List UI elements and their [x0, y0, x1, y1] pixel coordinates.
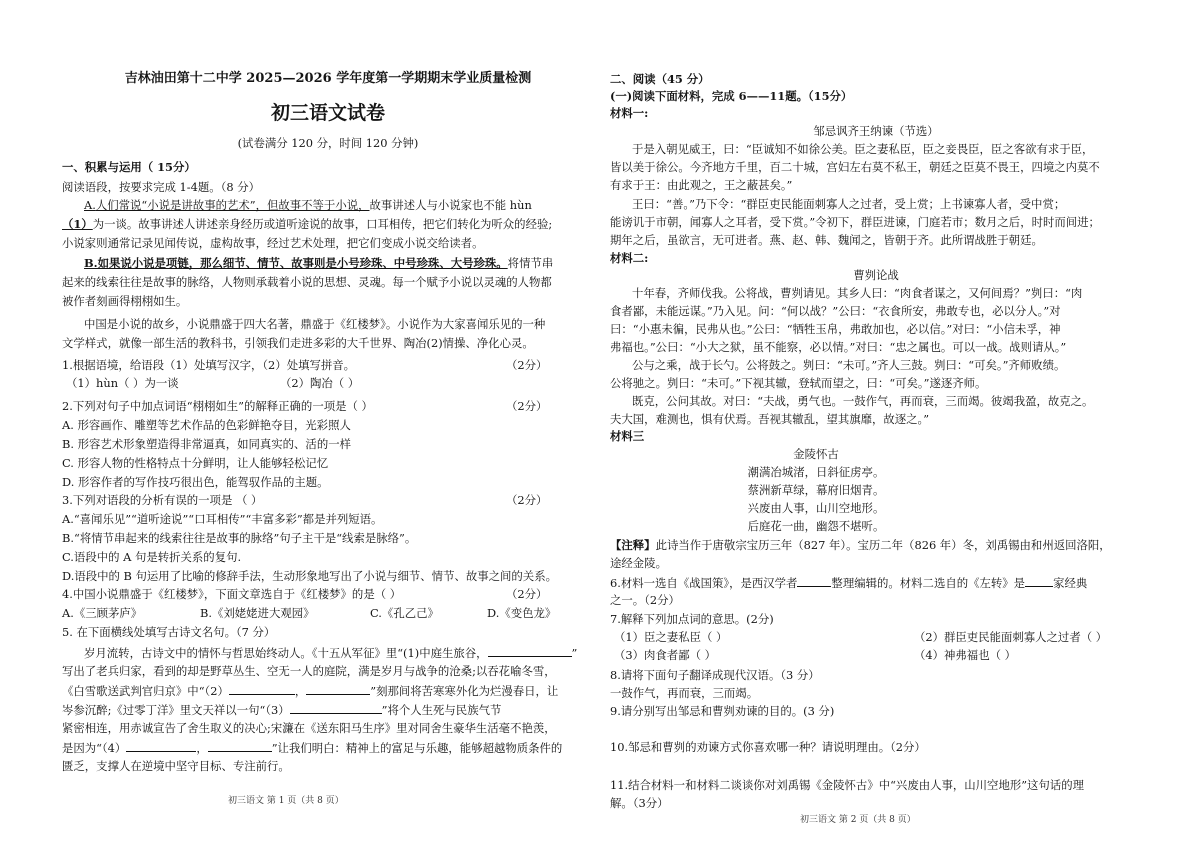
- question-1-blank-1[interactable]: （1）hùn（ ）为一谈: [66, 376, 179, 390]
- material-1-line-2: 皆以美于徐公。今齐地方千里，百二十城，宫妇左右莫不私王，朝廷之臣莫不畏王，四境之内莫不: [610, 160, 1100, 174]
- material-1-line-6: 期年之后，虽欲言，无可进者。燕、赵、韩、魏闻之，皆朝于齐。此所谓战胜于朝廷。: [610, 233, 1043, 247]
- question-3-option-a[interactable]: A.“喜闻乐见”“道听途说”“口耳相传”“丰富多彩”都是并列短语。: [62, 512, 383, 526]
- question-4-score: （2分）: [506, 587, 548, 601]
- question-5: 5. 在下面横线处填写古诗文名句。（7 分）: [62, 625, 276, 639]
- question-1: 1.根据语境，给语段（1）处填写汉字，（2）处填写拼音。: [62, 358, 356, 372]
- poem-line-4: 后庭花一曲，幽怨不堪听。: [747, 519, 885, 533]
- q5-text: ”刻那间将苦寒寒外化为烂漫春日，让: [370, 684, 559, 698]
- q6-text: 家经典: [1053, 576, 1088, 590]
- q5-text: 岑参沉醉;《过零丁洋》里文天祥以一句“（3）: [62, 703, 290, 717]
- sentence-a-label: A.: [84, 198, 96, 212]
- answer-blank-1[interactable]: [488, 645, 572, 657]
- passage-para-c-line-1: 中国是小说的故乡，小说鼎盛于四大名著，鼎盛于《红楼梦》。小说作为大家喜闻乐见的一种: [84, 317, 546, 331]
- material-2-title: 曹刿论战: [853, 268, 899, 282]
- material-2-line-1: 十年春，齐师伐我。公将战，曹刿请见。其乡人曰：“肉食者谋之，又何间焉？”刿曰：“肉: [632, 286, 1083, 300]
- q6-text: 整理编辑的。材料二选自的《左转》是: [831, 576, 1026, 590]
- q5-text: 是因为“（4）: [62, 741, 127, 755]
- material-1-line-5: 能谤讥于市朝，闻寡人之耳者，受下赏。”令初下，群臣进谏，门庭若市；数月之后，时时而间进；: [610, 215, 1100, 229]
- material-2-line-2: 食者鄙，未能远谋。”乃入见。问：“何以战？”公曰：“衣食所安，弗敢专也，必以分人。”对: [610, 304, 1061, 318]
- answer-blank-4b[interactable]: [208, 740, 272, 752]
- blank-1-marker: （1）: [62, 217, 93, 231]
- question-1-blank-2[interactable]: （2）陶冶（ ）: [280, 376, 360, 390]
- answer-blank-q6-2[interactable]: [1025, 575, 1053, 587]
- question-3-score: （2分）: [506, 493, 548, 507]
- material-2-line-5: 公与之乘，战于长勺。公将鼓之。刿曰：“未可。”齐人三鼓。刿曰：“可矣。”齐师败绩。: [632, 358, 1066, 372]
- question-2: 2.下列对句子中加点词语“栩栩如生”的解释正确的一项是（ ）: [62, 399, 373, 413]
- section-1-instruction: 阅读语段，按要求完成 1-4题。（8 分）: [62, 180, 260, 194]
- passage-para-b-line-1: [62, 256, 553, 270]
- answer-blank-2a[interactable]: [229, 683, 295, 695]
- question-11-line-2: 解。（3分）: [610, 796, 669, 810]
- passage-para-c-line-2: 文学样式，就像一部生活的教科书，引领我们走进多彩的大千世界、陶冶(2)情操、净化心灵。: [62, 336, 534, 350]
- q5-text: ”: [571, 646, 578, 660]
- material-2-line-6: 公将驰之。刿曰：“未可。”下视其辙，登轼而望之，曰：“可矣。”遂逐齐师。: [610, 376, 987, 390]
- question-5-line-5: 紧密相连，用赤诚宣告了舍生取义的决心;宋濂在《送东阳马生序》里对同舍生豪华生活毫不艳羡，: [62, 721, 556, 735]
- note-line-2: 途经金陵。: [610, 556, 667, 570]
- passage-text: 故事讲述人与小说家也不能 hùn: [369, 198, 532, 212]
- passage-para-b-line-2: 起来的线索往往是故事的脉络，人物则承载着小说的思想、灵魂。每一个赋予小说以灵魂的人物都: [62, 275, 552, 289]
- question-3-option-b[interactable]: B.“将情节串起来的线索往往是故事的脉络”句子主干是“线索是脉络”。: [62, 531, 417, 545]
- material-2-line-7: 既克，公问其故。对曰：“夫战，勇气也。一鼓作气，再而衰，三而竭。彼竭我盈，故克之。: [632, 394, 1094, 408]
- note-label: 【注释】: [610, 538, 656, 552]
- question-5-line-1: [62, 645, 577, 660]
- question-8: 8.请将下面句子翻译成现代汉语。（3 分）: [610, 668, 820, 682]
- question-5-line-6: [62, 740, 562, 755]
- question-3-option-c[interactable]: C.语段中的 A 句是转折关系的复句.: [62, 550, 242, 564]
- q5-text: 《白雪歌送武判官归京》中“（2）: [62, 684, 229, 698]
- q6-text: 6.材料一选自《战国策》，是西汉学者: [610, 576, 798, 590]
- question-3: 3.下列对语段的分析有误的一项是 （ ）: [62, 493, 263, 507]
- poem-line-2: 蔡洲新草绿，幕府旧烟青。: [747, 483, 885, 497]
- section-1-heading: 一、积累与运用（ 15分）: [62, 160, 196, 174]
- section-2-heading: 二、阅读（45 分）: [610, 72, 710, 86]
- question-11-line-1: 11.结合材料一和材料二谈谈你对刘禹锡《金陵怀古》中“兴废由人事，山川空地形”这句话的理: [610, 778, 1084, 792]
- question-8-sentence: 一鼓作气，再而衰，三而竭。: [610, 686, 759, 700]
- passage-para-a-line-1: [62, 198, 532, 212]
- q5-text: ”将个人生死与民族气节: [381, 703, 502, 717]
- sentence-a-underlined: 人们常说“小说是讲故事的艺术”，但故事不等于小说，: [95, 198, 370, 212]
- question-7-item-2[interactable]: （2）群臣吏民能面刺寡人之过者（ ）: [914, 630, 1108, 644]
- q5-text: 岁月流转，古诗文中的情怀与哲思始终动人。《十五从军征》里“(1)中庭生旅谷，: [84, 646, 488, 660]
- question-2-option-d[interactable]: D. 形容作者的写作技巧很出色，能驾驭作品的主题。: [62, 475, 329, 489]
- question-2-option-a[interactable]: A. 形容画作、雕塑等艺术作品的色彩鲜艳夺目，光彩照人: [62, 418, 351, 432]
- passage-para-a-line-2: [62, 217, 552, 231]
- passage-para-b-line-3: 被作者刻画得栩栩如生。: [62, 294, 188, 308]
- q5-text: ，: [196, 741, 208, 755]
- poem-line-1: 潮满冶城渚，日斜征虏亭。: [747, 465, 885, 479]
- question-7-item-3[interactable]: （3）肉食者鄙（ ）: [614, 648, 716, 662]
- question-5-line-3: [62, 683, 558, 698]
- question-1-score: （2分）: [506, 358, 548, 372]
- page-1-footer: 初三语文 第 1 页（共 8 页）: [228, 796, 344, 806]
- question-7-item-1[interactable]: （1）臣之妻私臣（ ）: [614, 630, 728, 644]
- note-line-1: [610, 538, 1111, 552]
- exam-title: 初三语文试卷: [270, 102, 385, 124]
- q5-text: ，: [294, 684, 307, 698]
- poem-line-3: 兴废由人事，山川空地形。: [747, 501, 885, 515]
- sentence-b-underlined: B.如果说小说是项链，那么细节、情节、故事则是小号珍珠、中号珍珠、大号珍珠。: [84, 256, 508, 270]
- question-2-score: （2分）: [506, 399, 548, 413]
- question-2-option-b[interactable]: B. 形容艺术形象塑造得非常逼真，如同真实的、活的一样: [62, 437, 351, 451]
- question-3-option-d[interactable]: D.语段中的 B 句运用了比喻的修辞手法，生动形象地写出了小说与细节、情节、故事之间的关系。: [62, 569, 557, 583]
- question-6-line-2: 之一。（2分）: [610, 593, 680, 607]
- question-2-option-c[interactable]: C. 形容人物的性格特点十分鲜明，让人能够轻松记忆: [62, 456, 329, 470]
- material-1-line-4: 王曰：“善。”乃下令：“群臣吏民能面刺寡人之过者，受上赏；上书谏寡人者，受中赏；: [632, 197, 1066, 211]
- material-2-line-3: 曰：“小惠未徧，民弗从也。”公曰：“牺牲玉帛，弗敢加也，必以信。”对曰：“小信未孚，神: [610, 322, 1061, 336]
- material-2-label: 材料二:: [610, 251, 649, 265]
- q5-text: ”让我们明白：精神上的富足与乐趣，能够超越物质条件的: [271, 741, 563, 755]
- exam-info: (试卷满分 120 分，时间 120 分钟): [237, 136, 419, 150]
- material-1-title: 邹忌讽齐王纳谏（节选）: [813, 124, 939, 138]
- question-4-option-d[interactable]: D.《变色龙》: [487, 606, 557, 620]
- answer-blank-3[interactable]: [290, 702, 382, 714]
- page-2-footer: 初三语文 第 2 页（共 8 页）: [800, 815, 916, 825]
- question-5-line-2: 写出了老兵归家，看到的却是野草丛生、空无一人的庭院，满是岁月与战争的沧桑;以吞花喻冬雪，: [62, 664, 556, 678]
- note-text: 此诗当作于唐敬宗宝历三年（827 年）。宝历二年（826 年）冬，刘禹锡由和州返回洛阳，: [655, 538, 1111, 552]
- passage-text: 将情节串: [507, 256, 554, 270]
- question-10: 10.邹忌和曹刿的劝谏方式你喜欢哪一种？请说明理由。（2分）: [610, 740, 926, 754]
- question-4-option-c[interactable]: C.《孔乙己》: [370, 606, 439, 620]
- question-6-line-1: [610, 575, 1087, 590]
- question-4-option-b[interactable]: B.《刘姥姥进大观园》: [200, 606, 315, 620]
- section-2-subheading: (一)阅读下面材料，完成 6——11题。（15分）: [610, 89, 853, 103]
- question-4-option-a[interactable]: A.《三顾茅庐》: [62, 606, 143, 620]
- school-title: 吉林油田第十二中学 2025—2026 学年度第一学期期末学业质量检测: [124, 71, 532, 86]
- material-3-title: 金陵怀古: [793, 447, 839, 461]
- answer-blank-q6-1[interactable]: [797, 575, 831, 587]
- material-3-label: 材料三: [610, 429, 645, 443]
- material-1-label: 材料一:: [610, 106, 649, 120]
- answer-blank-4a[interactable]: [126, 740, 196, 752]
- material-1-line-1: 于是入朝见威王，曰：“臣诚知不如徐公美。臣之妻私臣，臣之妾畏臣，臣之客欲有求于臣，: [632, 142, 1094, 156]
- answer-blank-2b[interactable]: [306, 683, 370, 695]
- question-5-line-7: 匮乏，支撑人在逆境中坚守目标、专注前行。: [62, 759, 290, 773]
- material-2-line-8: 夫大国，难测也，惧有伏焉。吾视其辙乱，望其旗靡，故逐之。”: [610, 412, 930, 426]
- material-2-line-4: 弗福也。”公曰：“小大之狱，虽不能察，必以情。”对曰：“忠之属也。可以一战。战则请从。”: [610, 340, 1067, 354]
- passage-para-a-line-3: 小说家则通常记录见闻传说，虚构故事，经过艺术处理，把它们变成小说交给读者。: [62, 236, 484, 250]
- question-5-line-4: [62, 702, 501, 717]
- question-4: 4.中国小说鼎盛于《红楼梦》，下面文章选自于《红楼梦》的是（ ）: [62, 587, 402, 601]
- passage-text: 为一谈。故事讲述人讲述亲身经历或道听途说的故事，口耳相传，把它们转化为听众的经验;: [92, 217, 553, 231]
- material-1-line-3: 有求于王：由此观之，王之蔽甚矣。”: [610, 178, 793, 192]
- question-7: 7.解释下列加点词的意思。(2分): [610, 612, 774, 626]
- question-9: 9.请分别写出邹忌和曹刿劝谏的目的。(3 分): [610, 704, 835, 718]
- question-7-item-4[interactable]: （4）神弗福也（ ）: [914, 648, 1016, 662]
